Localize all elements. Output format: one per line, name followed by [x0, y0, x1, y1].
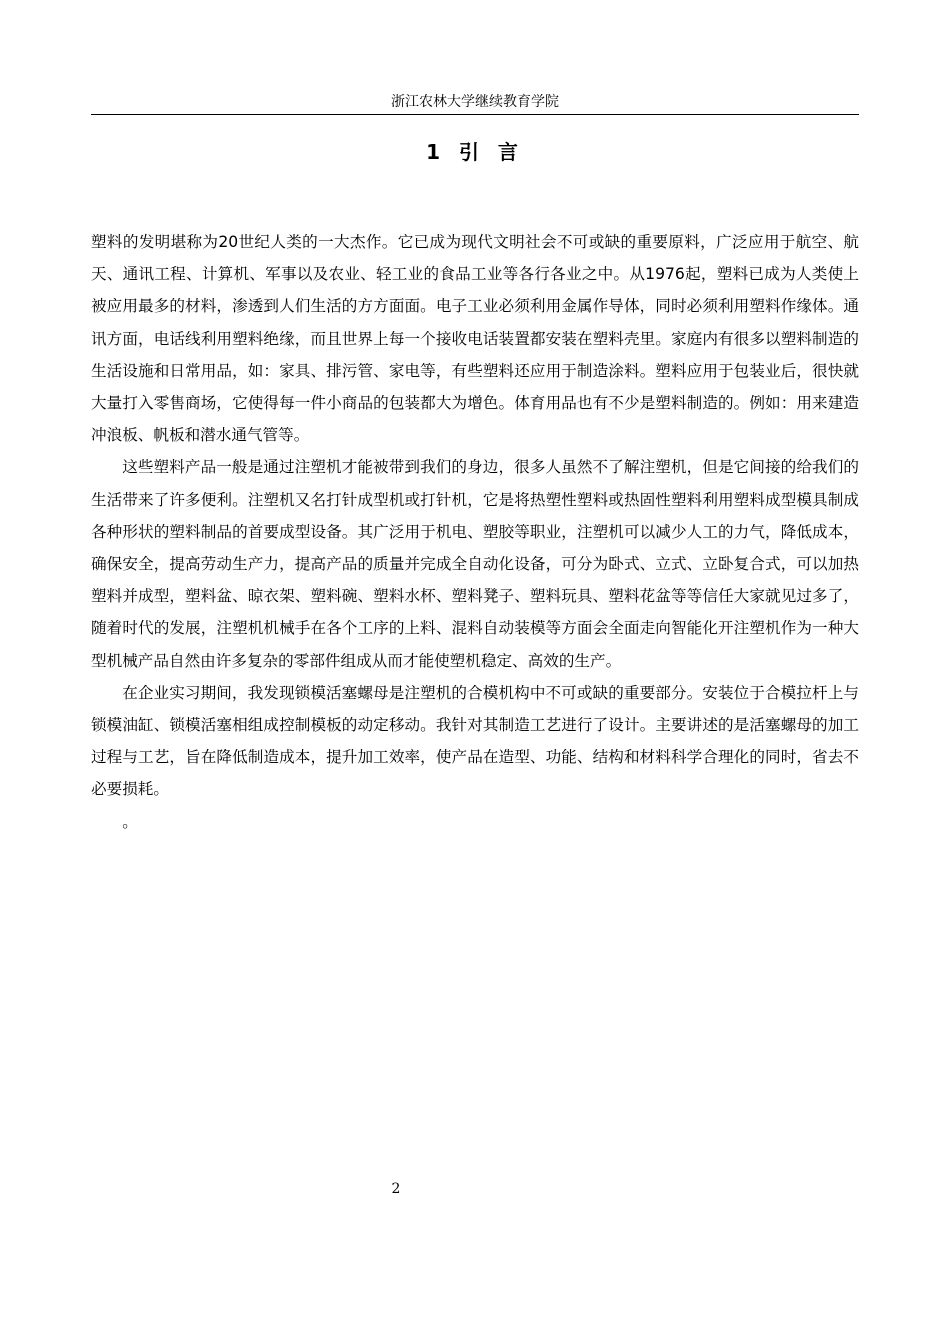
paragraph-injection-machine: 这些塑料产品一般是通过注塑机才能被带到我们的身边，很多人虽然不了解注塑机，但是它间接的给我们的生活带来了许多便利。注塑机又名打针成型机或打针机，它是将热塑性塑料或热固性塑料利用塑料成型模具制成各种形状的塑料制品的首要成型设备。其广泛用于机电、塑胶等职业，注塑机可以减少人工的力气，降低成本，确保安全，提高劳动生产力，提高产品的质量并完成全自动化设备，可分为卧式、立式、立卧复合式，可以加热塑料并成型，塑料盆、晾衣架、塑料碗、塑料水杯、塑料凳子、塑料玩具、塑料花盆等等信任大家就见过多了，随着时代的发展，注塑机机械手在各个工序的上料、混料自动装模等方面会全面走向智能化开注塑机作为一种大型机械产品自然由许多复杂的零部件组成从而才能使塑机稳定、高效的生产。: [91, 458, 859, 670]
header-divider: [91, 114, 859, 115]
body-text: [91, 226, 859, 838]
page-header: 浙江农林大学继续教育学院: [391, 94, 559, 110]
page-number: 2: [391, 1181, 401, 1197]
paragraph-trailing-mark: 。: [122, 812, 138, 831]
paragraph-intro: 塑料的发明堪称为20世纪人类的一大杰作。它已成为现代文明社会不可或缺的重要原料，广泛应用于航空、航天、通讯工程、计算机、军事以及农业、轻工业的食品工业等各行各业之中。从1976起，塑料已成为人类使上被应用最多的材料，渗透到人们生活的方方面面。电子工业必须利用金属作导体，同时必须利用塑料作缘体。通讯方面，电话线利用塑料绝缘，而且世界上每一个接收电话装置都安装在塑料壳里。家庭内有很多以塑料制造的生活设施和日常用品，如：家具、排污管、家电等，有些塑料还应用于制造涂料。塑料应用于包装业后，很快就大量打入零售商场，它使得每一件小商品的包装都大为增色。体育用品也有不少是塑料制造的。例如：用来建造冲浪板、帆板和潜水通气管等。: [91, 233, 859, 445]
paragraph-internship: 在企业实习期间，我发现锁模活塞螺母是注塑机的合模机构中不可或缺的重要部分。安装位于合模拉杆上与锁模油缸、锁模活塞相组成控制模板的动定移动。我针对其制造工艺进行了设计。主要讲述的是活塞螺母的加工过程与工艺，旨在降低制造成本，提升加工效率，使产品在造型、功能、结构和材料科学合理化的同时，省去不必要损耗。: [91, 683, 859, 799]
section-title: 1 引 言: [426, 140, 524, 164]
